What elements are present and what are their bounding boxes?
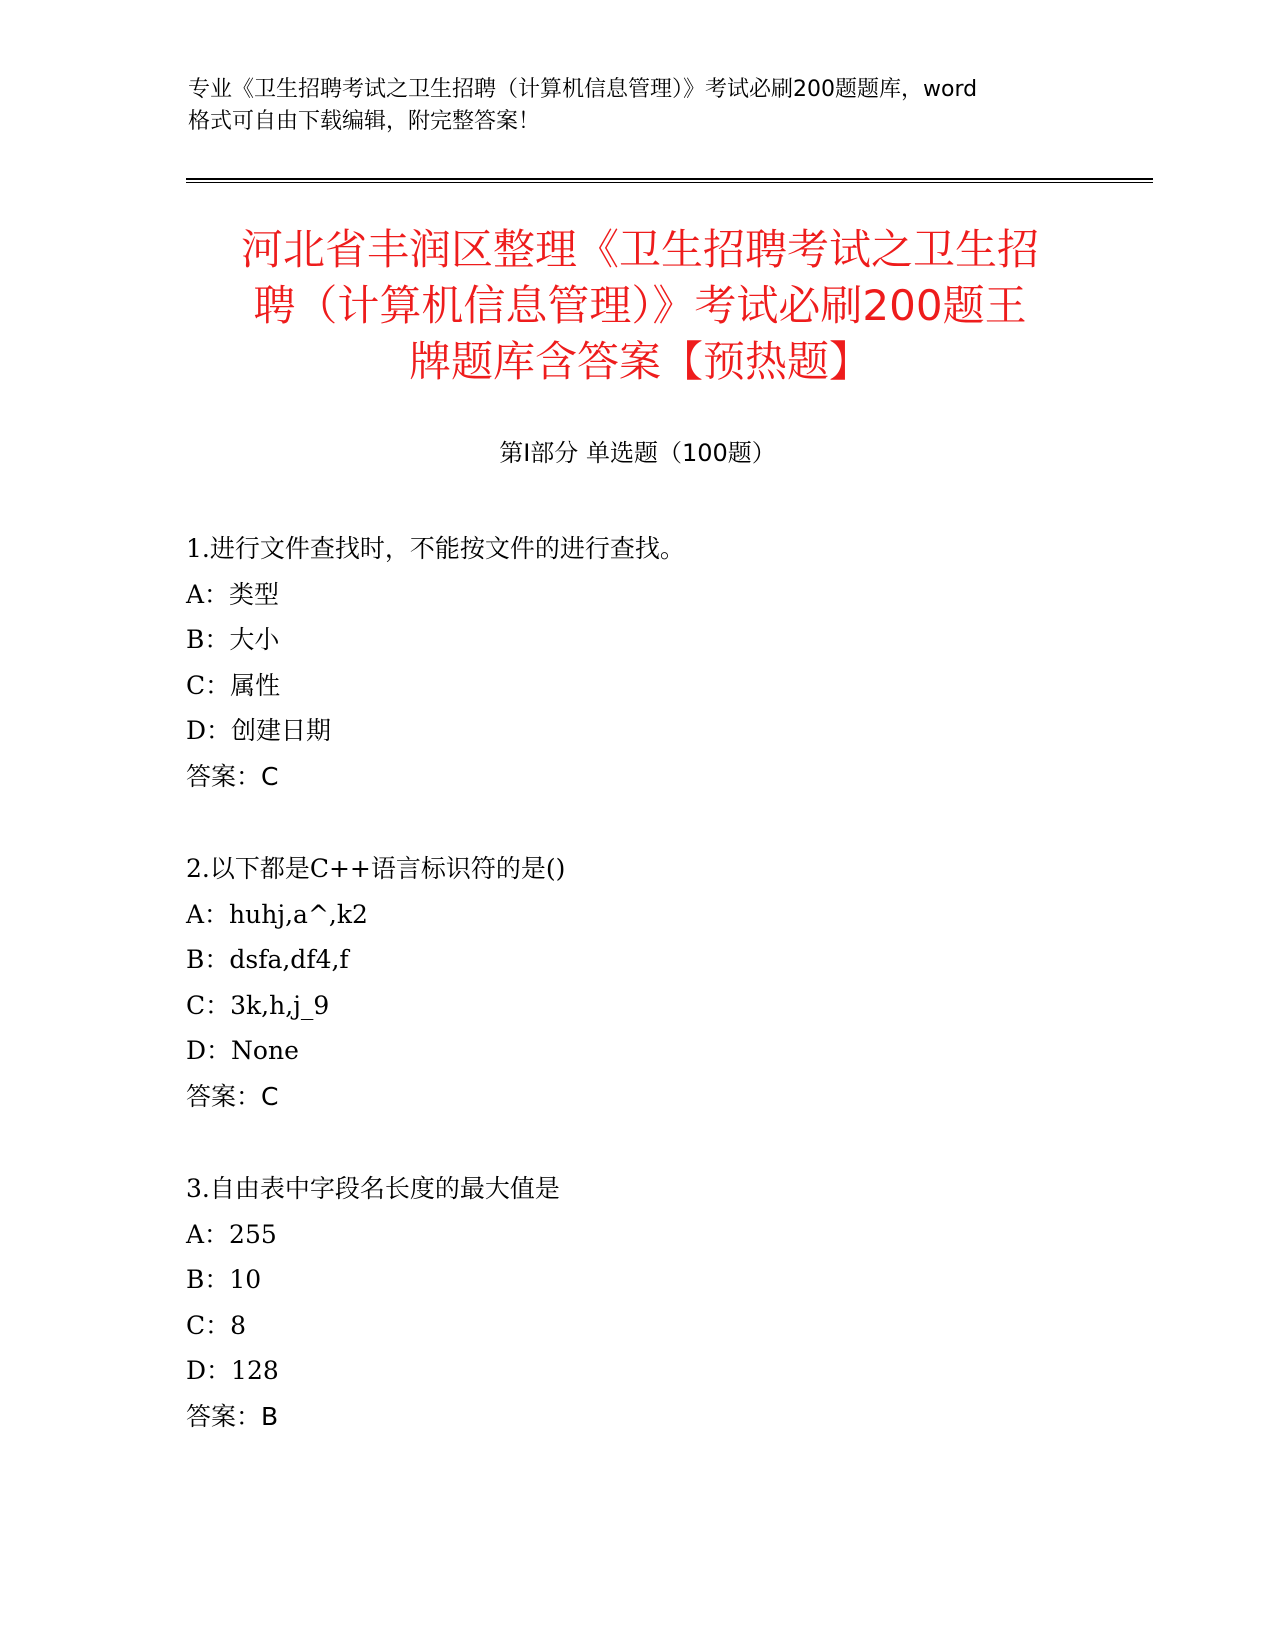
document-title-line-3: 牌题库含答案【预热题】	[408, 337, 871, 386]
header-note-line-2: 格式可自由下载编辑，附完整答案！	[188, 109, 541, 134]
option-a: A：类型	[186, 579, 280, 609]
option-d: D：创建日期	[186, 716, 332, 746]
document-title	[190, 222, 1090, 390]
header-note	[188, 74, 1088, 138]
option-a: A：huhj,a^,k2	[186, 899, 368, 929]
answer: 答案：C	[186, 761, 279, 791]
question-stem: 1.进行文件查找时，不能按文件的进行查找。	[186, 534, 685, 563]
header-note-line-1: 专业《卫生招聘考试之卫生招聘（计算机信息管理）》考试必刷200题题库，word	[188, 77, 978, 102]
option-b: B：10	[186, 1265, 262, 1295]
question-3	[186, 1166, 1086, 1440]
option-c: C：8	[186, 1310, 247, 1340]
document-title-line-1: 河北省丰润区整理《卫生招聘考试之卫生招	[240, 225, 1039, 274]
option-c: C：3k,h,j_9	[186, 990, 330, 1020]
option-c: C：属性	[186, 670, 281, 700]
answer: 答案：C	[186, 1081, 279, 1111]
answer: 答案：B	[186, 1401, 279, 1431]
document-title-line-2: 聘（计算机信息管理）》考试必刷200题王	[253, 281, 1027, 330]
option-d: D：None	[186, 1036, 299, 1066]
header-divider-thin	[186, 182, 1153, 183]
header-divider-thick	[186, 178, 1153, 180]
option-b: B：dsfa,df4,f	[186, 945, 349, 975]
option-a: A：255	[186, 1219, 277, 1249]
option-b: B：大小	[186, 625, 280, 655]
question-2	[186, 846, 1086, 1120]
question-stem: 2.以下都是C++语言标识符的是()	[186, 854, 566, 883]
question-stem: 3.自由表中字段名长度的最大值是	[186, 1174, 560, 1203]
section-title: 第Ⅰ部分 单选题（100题）	[499, 439, 776, 467]
question-1	[186, 526, 1086, 800]
option-d: D：128	[186, 1356, 279, 1386]
